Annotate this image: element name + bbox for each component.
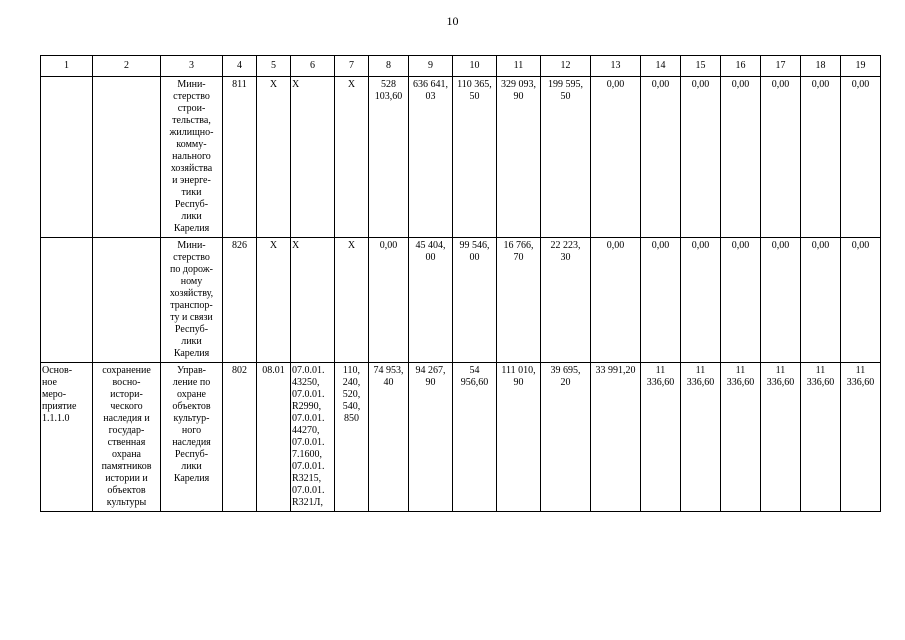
table-cell: X: [335, 77, 369, 238]
table-cell: 0,00: [641, 77, 681, 238]
table-cell: 54 956,60: [453, 363, 497, 512]
table-cell: 110, 240, 520, 540, 850: [335, 363, 369, 512]
table-cell: 528 103,60: [369, 77, 409, 238]
budget-table: [40, 55, 881, 512]
table-cell: 16 766, 70: [497, 238, 541, 363]
column-header: 1: [41, 56, 93, 77]
table-cell: 329 093, 90: [497, 77, 541, 238]
table-cell: 0,00: [591, 238, 641, 363]
table-cell: [41, 238, 93, 363]
table-cell: 11 336,60: [761, 363, 801, 512]
table-cell: 0,00: [681, 77, 721, 238]
page-number: 10: [446, 14, 459, 28]
table-cell: 111 010, 90: [497, 363, 541, 512]
table-cell: Мини- стерство строи- тельства, жилищно- комму- нального хозяйства и энерге- тики Респуб- лики Карелия: [161, 77, 223, 238]
table-cell: 11 336,60: [641, 363, 681, 512]
table-cell: 0,00: [801, 77, 841, 238]
table-cell: X: [257, 77, 291, 238]
column-header: 16: [721, 56, 761, 77]
column-header: 17: [761, 56, 801, 77]
table-cell: 0,00: [721, 238, 761, 363]
table-cell: X: [257, 238, 291, 363]
table-cell: 811: [223, 77, 257, 238]
table-cell: 0,00: [761, 77, 801, 238]
table-cell: X: [291, 238, 335, 363]
table-cell: 0,00: [369, 238, 409, 363]
table-cell: Мини- стерство по дорож- ному хозяйству, транспор- ту и связи Респуб- лики Карелия: [161, 238, 223, 363]
table-cell: 74 953, 40: [369, 363, 409, 512]
table-row: [41, 77, 881, 238]
table-cell: 11 336,60: [841, 363, 881, 512]
table-row: [41, 238, 881, 363]
table-cell: [93, 77, 161, 238]
table-cell: 11 336,60: [801, 363, 841, 512]
column-header: 18: [801, 56, 841, 77]
table-cell: 45 404, 00: [409, 238, 453, 363]
table-row: [41, 363, 881, 512]
column-header: 9: [409, 56, 453, 77]
column-header: 7: [335, 56, 369, 77]
column-header: 10: [453, 56, 497, 77]
column-header: 2: [93, 56, 161, 77]
table-cell: [41, 77, 93, 238]
table-cell: Основ- ное меро- приятие 1.1.1.0: [41, 363, 93, 512]
column-header: 13: [591, 56, 641, 77]
table-cell: 22 223, 30: [541, 238, 591, 363]
table-cell: 636 641, 03: [409, 77, 453, 238]
table-cell: 39 695, 20: [541, 363, 591, 512]
column-header: 19: [841, 56, 881, 77]
table-cell: 199 595, 50: [541, 77, 591, 238]
table-cell: 08.01: [257, 363, 291, 512]
header-row: [41, 56, 881, 77]
table-cell: 826: [223, 238, 257, 363]
table-cell: 110 365, 50: [453, 77, 497, 238]
table-cell: [93, 238, 161, 363]
table-cell: 0,00: [641, 238, 681, 363]
table-cell: 11 336,60: [681, 363, 721, 512]
table-cell: 0,00: [761, 238, 801, 363]
table-cell: 0,00: [681, 238, 721, 363]
column-header: 8: [369, 56, 409, 77]
column-header: 15: [681, 56, 721, 77]
table-cell: 33 991,20: [591, 363, 641, 512]
column-header: 12: [541, 56, 591, 77]
table-cell: 0,00: [591, 77, 641, 238]
table-cell: 07.0.01. 43250, 07.0.01. R2990, 07.0.01. 44270, 07.0.01. 7.1600, 07.0.01. R3215, 07.0.01. R321Л,: [291, 363, 335, 512]
table-cell: 0,00: [721, 77, 761, 238]
table-cell: 94 267, 90: [409, 363, 453, 512]
table-cell: 0,00: [801, 238, 841, 363]
table-cell: Управ- ление по охране объектов культур- ного наследия Респуб- лики Карелия: [161, 363, 223, 512]
table-cell: 11 336,60: [721, 363, 761, 512]
table-cell: 802: [223, 363, 257, 512]
column-header: 4: [223, 56, 257, 77]
table-cell: X: [335, 238, 369, 363]
table-cell: 0,00: [841, 77, 881, 238]
table-cell: 99 546, 00: [453, 238, 497, 363]
column-header: 14: [641, 56, 681, 77]
table-cell: сохранение восно- истори- ческого наследия и государ- ственная охрана памятников истории и объектов культуры: [93, 363, 161, 512]
table-cell: 0,00: [841, 238, 881, 363]
column-header: 3: [161, 56, 223, 77]
table-cell: X: [291, 77, 335, 238]
column-header: 5: [257, 56, 291, 77]
column-header: 6: [291, 56, 335, 77]
column-header: 11: [497, 56, 541, 77]
